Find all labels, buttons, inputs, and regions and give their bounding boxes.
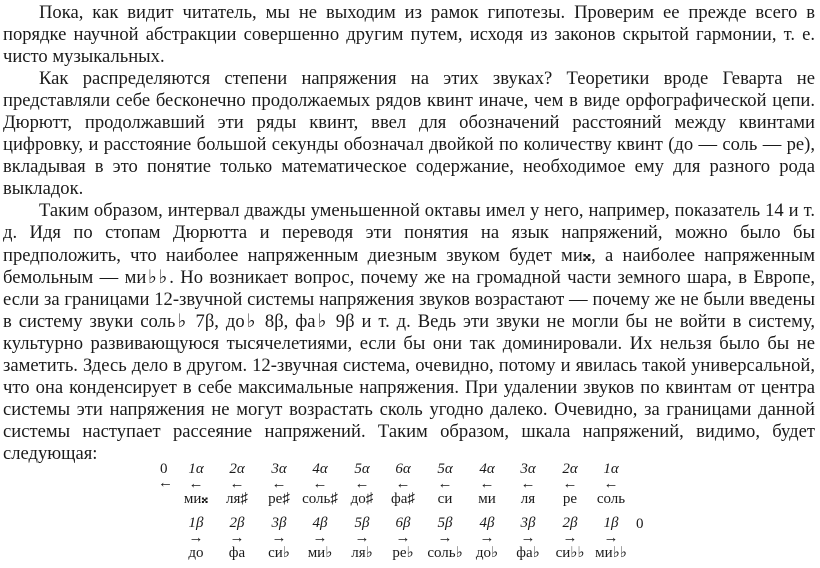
scale-bottom-label: 4β	[479, 515, 495, 531]
scale-bottom-note: фа	[228, 545, 246, 561]
scale-top-zero: 0	[160, 461, 168, 477]
scale-top-arrow-icon: ←	[603, 476, 619, 492]
scale-bottom-label: 5β	[437, 515, 453, 531]
scale-bottom-arrow-icon: →	[354, 530, 370, 546]
scale-bottom-arrow-icon: →	[520, 530, 536, 546]
scale-bottom-label: 4β	[312, 515, 328, 531]
scale-top-arrow-icon: ←	[437, 476, 453, 492]
scale-bottom-cell	[581, 515, 641, 561]
scale-top-label: 4α	[479, 461, 495, 477]
scale-bottom-note: ми♭♭	[595, 545, 627, 561]
scale-top-label: 2α	[562, 461, 578, 477]
scale-bottom-note: соль♭	[427, 545, 463, 561]
scale-bottom-note: до♭	[475, 545, 499, 561]
scale-bottom-arrow-icon: →	[479, 530, 495, 546]
scale-bottom-label: 1β	[603, 515, 619, 531]
scale-bottom-arrow-icon: →	[395, 530, 411, 546]
scale-bottom-arrow-icon: →	[271, 530, 287, 546]
paragraph-2: Как распределяются степени напряжения на этих звуках? Теоретики вроде Геварта не представляли себе бесконечно продолжаемых рядов квинт иначе, чем в виде орфографической цепи. Дюрютт, продолжавший эти ряды квинт, ввел для обозначений расстояний между квинтами цифровку, и расстояние большой секунды обозначал двойкой по количеству квинт (до — соль — ре), вкладывая в это понятие только математическое содержание, необходимое ему для разного рода выкладок.	[3, 68, 815, 200]
scale-bottom-note: ля♭	[351, 545, 373, 561]
scale-top-note: си	[437, 491, 453, 507]
scale-bottom-arrow-icon: →	[437, 530, 453, 546]
scale-bottom-arrow-icon: →	[229, 530, 245, 546]
scale-bottom-label: 6β	[395, 515, 411, 531]
scale-bottom-note: ре♭	[392, 545, 414, 561]
scale-top-label: 5α	[354, 461, 370, 477]
scale-bottom-label: 5β	[354, 515, 370, 531]
scale-top-note: ля♯	[226, 491, 248, 507]
scale-top-arrow-icon: ←	[562, 476, 578, 492]
scale-top-note: фа♯	[391, 491, 415, 507]
scale-top-label: 2α	[229, 461, 245, 477]
scale-top-note: ре	[562, 491, 578, 507]
scale-top-arrow-icon: ←	[479, 476, 495, 492]
scale-bottom-note: до	[188, 545, 204, 561]
body-text	[3, 2, 815, 465]
scale-top-arrow-icon: ←	[271, 476, 287, 492]
scale-top-arrow-icon: ←	[520, 476, 536, 492]
scale-bottom-label: 2β	[229, 515, 245, 531]
scale-bottom-note: си♭♭	[555, 545, 585, 561]
scale-top-note: соль♯	[302, 491, 338, 507]
scale-top-arrow-icon: ←	[188, 476, 204, 492]
tension-scale	[150, 461, 670, 566]
scale-bottom-note: ми♭	[307, 545, 333, 561]
scale-top-note: ре♯	[268, 491, 290, 507]
scale-bottom-note: фа♭	[516, 545, 540, 561]
scale-bottom-note: си♭	[268, 545, 290, 561]
scale-top-arrow-icon: ←	[395, 476, 411, 492]
paragraph-3: Таким образом, интервал дважды уменьшенной октавы имел у него, например, показатель 14 и т. д. Идя по стопам Дюрютта и переводя эти понятия на язык напряжений, можно было бы предположить, что наиболее напряженным диезным звуком будет ми𝄪, а наиболее напряженным бемольным — ми♭♭. Но возникает вопрос, почему же на громадной части земного шара, в Европе, если за границами 12-звучной системы напряжения звуков возрастают — почему же не были введены в систему звуки соль♭ 7β, до♭ 8β, фа♭ 9β и т. д. Ведь эти звуки не могли бы не войти в систему, культурно развивающуюся тысячелетиями, если бы они так доминировали. Их нельзя было бы не заметить. Здесь дело в другом. 12-звучная система, очевидно, потому и явилась такой универсальной, что она конденсирует в себе максимальные напряжения. При удалении звуков по квинтам от центра системы эти напряжения не могут возрастать сколь угодно далеко. Очевидно, за границами данной системы наступает рассеяние напряжений. Таким образом, шкала напряжений, видимо, будет следующая:	[3, 200, 815, 464]
scale-top-cell	[581, 461, 641, 507]
scale-top-note: ми	[478, 491, 496, 507]
scale-top-arrow-icon: ←	[229, 476, 245, 492]
scale-top-label: 1α	[188, 461, 204, 477]
scale-top-note: ля	[520, 491, 536, 507]
scale-top-label: 3α	[520, 461, 536, 477]
scale-top-label: 6α	[395, 461, 411, 477]
scale-top-note: до♯	[350, 491, 374, 507]
scale-top-note: соль	[596, 491, 626, 507]
paragraph-1: Пока, как видит читатель, мы не выходим из рамок гипотезы. Проверим ее прежде всего в порядке научной абстракции совершенно другим путем, исходя из законов скрытой гармонии, т. е. чисто музыкальных.	[3, 2, 815, 68]
scale-top-label: 5α	[437, 461, 453, 477]
scale-bottom-arrow-icon: →	[603, 530, 619, 546]
scale-bottom-label: 3β	[271, 515, 287, 531]
scale-bottom-label: 2β	[562, 515, 578, 531]
scale-top-label: 3α	[271, 461, 287, 477]
scale-top-label: 1α	[603, 461, 619, 477]
scale-bottom-arrow-icon: →	[188, 530, 204, 546]
scale-bottom-zero: 0	[636, 516, 644, 532]
scale-bottom-arrow-icon: →	[312, 530, 328, 546]
scale-top-label: 4α	[312, 461, 328, 477]
scale-top-arrow-icon: ←	[312, 476, 328, 492]
scale-bottom-label: 3β	[520, 515, 536, 531]
scale-top-zero-arrow: ←	[158, 475, 173, 491]
scale-top-note: ми𝄪	[183, 491, 209, 507]
scale-bottom-label: 1β	[188, 515, 204, 531]
scale-top-arrow-icon: ←	[354, 476, 370, 492]
scale-bottom-arrow-icon: →	[562, 530, 578, 546]
